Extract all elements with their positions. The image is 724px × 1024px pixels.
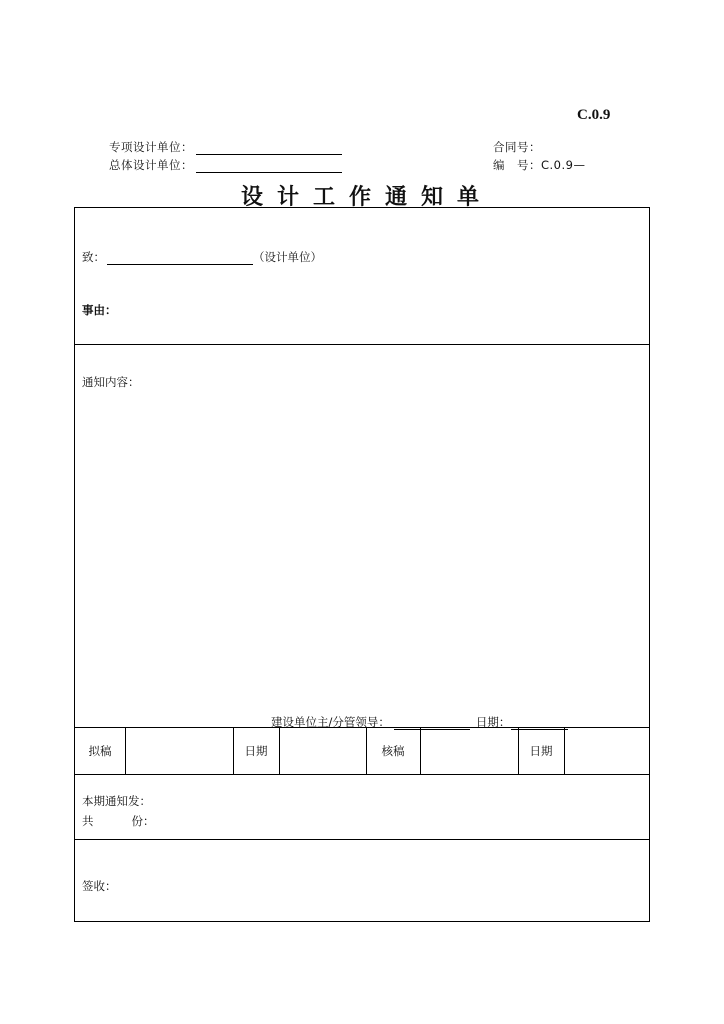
review-label: 核稿 — [381, 743, 405, 758]
divider — [75, 774, 649, 775]
divider — [75, 344, 649, 345]
to-input[interactable] — [107, 252, 253, 265]
special-design-unit-field — [109, 139, 342, 155]
leader-label: 建设单位主/分管领导： — [271, 715, 390, 729]
contract-no-field — [493, 139, 541, 155]
serial-no-label: 编 号： — [493, 158, 541, 172]
draft-date-label: 日期 — [244, 743, 268, 758]
form-table — [74, 207, 650, 922]
general-design-unit-label: 总体设计单位： — [109, 158, 193, 172]
reason-label[interactable]: 事由： — [82, 303, 117, 317]
general-design-unit-field — [109, 157, 342, 173]
copies-field — [82, 813, 155, 829]
content-label: 通知内容： — [82, 375, 140, 389]
draft-label: 拟稿 — [88, 743, 112, 758]
divider — [75, 839, 649, 840]
issue-label: 本期通知发： — [82, 794, 151, 808]
serial-no-field — [493, 157, 585, 173]
review-input[interactable] — [421, 727, 518, 774]
draft-date-input[interactable] — [280, 727, 366, 774]
draft-input[interactable] — [126, 727, 233, 774]
form-code: C.0.9 — [577, 107, 611, 123]
serial-no-value: C.0.9— — [541, 158, 586, 172]
general-design-unit-input[interactable] — [196, 160, 342, 173]
to-label: 致： — [82, 250, 105, 264]
review-date-label: 日期 — [529, 743, 553, 758]
contract-no-label: 合同号： — [493, 140, 541, 154]
leader-date-label: 日期： — [475, 715, 511, 729]
to-field — [82, 249, 322, 265]
copies-suffix: 份： — [131, 814, 155, 828]
special-design-unit-label: 专项设计单位： — [109, 140, 193, 154]
review-date-input[interactable] — [565, 727, 649, 774]
copies-prefix: 共 — [82, 814, 94, 828]
special-design-unit-input[interactable] — [196, 142, 342, 155]
to-suffix: （设计单位） — [253, 250, 322, 264]
page-title: 设计工作通知单 — [240, 185, 493, 210]
receipt-label: 签收： — [82, 879, 117, 893]
